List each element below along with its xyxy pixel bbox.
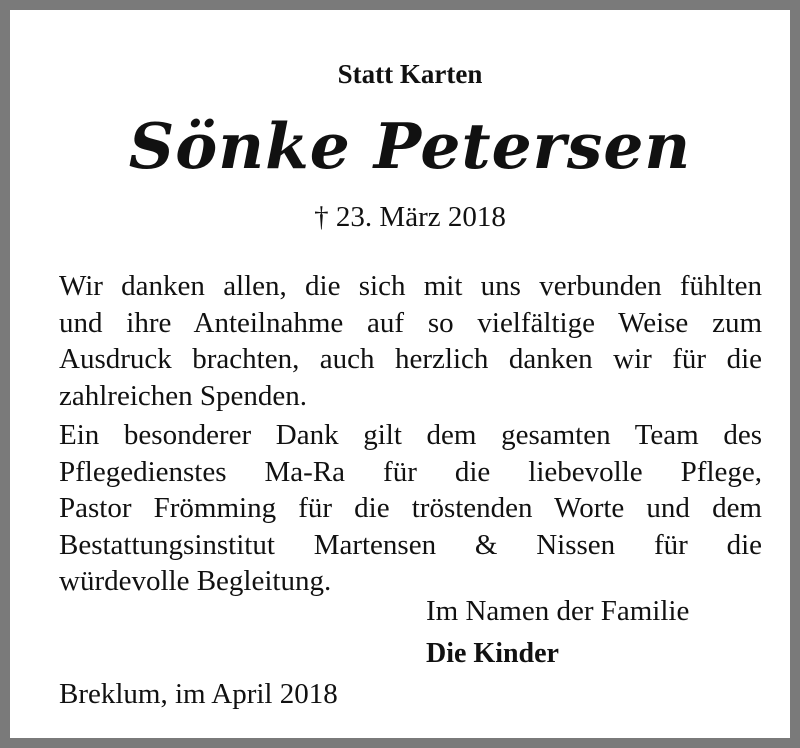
special-thanks-line: Pflegedienstes Ma-Ra für die liebevolle Pflege, — [59, 455, 762, 488]
thanks-paragraph-line: Ausdruck brachten, auch herzlich danken wir für die — [59, 343, 762, 375]
special-thanks-paragraph — [59, 417, 762, 600]
death-date: † 23. März 2018 — [314, 201, 506, 233]
special-thanks-line: würdevolle Begleitung. — [59, 565, 332, 597]
place-and-date: Breklum, im April 2018 — [59, 678, 338, 710]
special-thanks-line: Ein besonderer Dank gilt dem gesamten Team des — [59, 419, 762, 451]
thanks-paragraph-line: und ihre Anteilnahme auf so vielfältige Weise zum — [59, 306, 762, 339]
signature-family: Im Namen der Familie — [426, 595, 690, 627]
signature-children: Die Kinder — [426, 638, 559, 669]
deceased-name: Sönke Petersen — [128, 109, 692, 183]
thanks-paragraph — [59, 268, 762, 414]
special-thanks-line: Bestattungsinstitut Martensen & Nissen für die — [59, 528, 762, 561]
thanks-paragraph-line: Wir danken allen, die sich mit uns verbunden fühlten — [59, 270, 762, 302]
thanks-paragraph-line: zahlreichen Spenden. — [59, 379, 308, 412]
special-thanks-line: Pastor Frömming für die tröstenden Worte und dem — [59, 492, 762, 524]
notice-heading: Statt Karten — [337, 59, 483, 89]
